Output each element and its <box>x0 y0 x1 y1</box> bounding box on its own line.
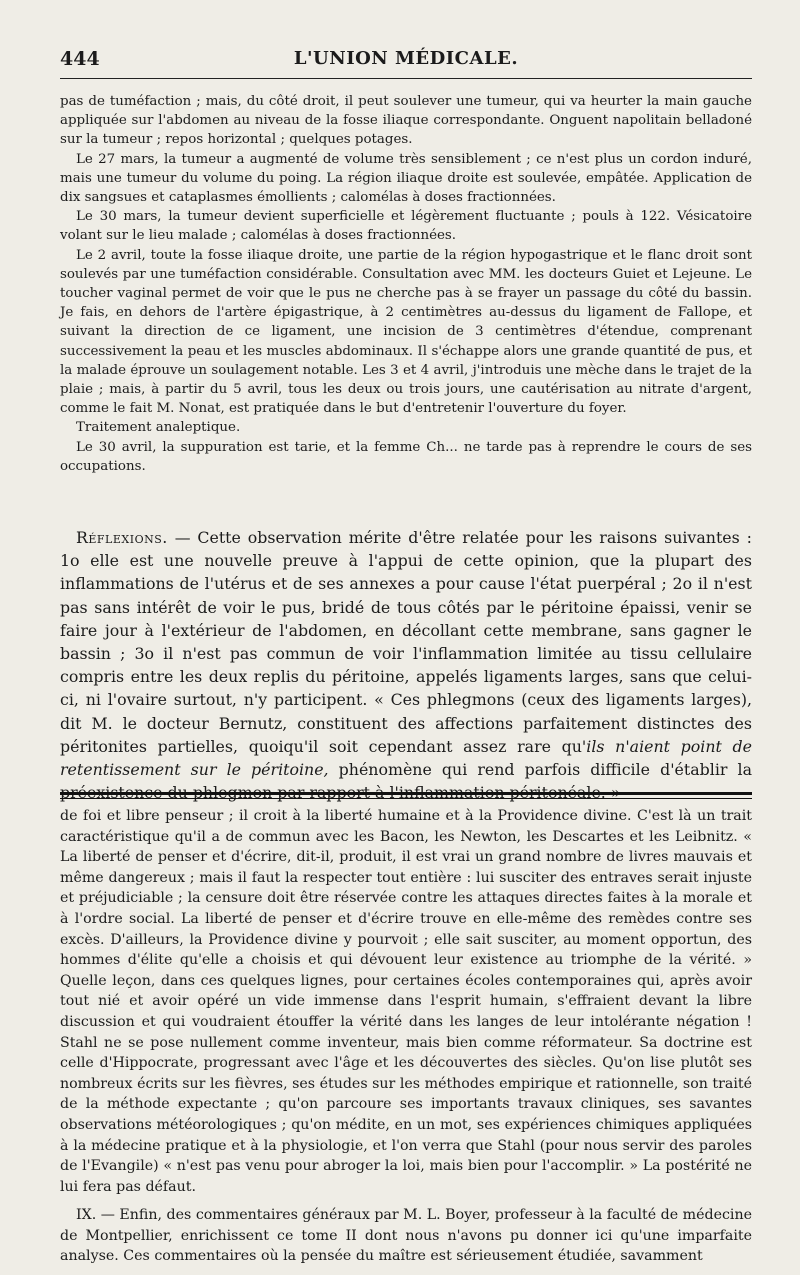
paragraph: Le 30 mars, la tumeur devient superficielle et légèrement fluctuante ; pouls à 122. Vésicatoire volant sur le lieu malade ; calomélas à doses fractionnées. <box>60 209 752 244</box>
italic-quote: ils n'aient point de retentissement sur le péritoine, <box>60 736 752 780</box>
paragraph: Le 30 avril, la suppuration est tarie, et la femme Ch... ne tarde pas à reprendre le cours de ses occupations. <box>60 439 752 474</box>
feuilleton-paragraph: de foi et libre penseur ; il croit à la liberté humaine et à la Providence divine. C'est là un trait caractéristique qu'il a de commun avec les Bacon, les Newton, les Descartes et les Leibnitz. « La liberté de penser et d'écrire, dit-il, produit, il est vrai un grand nombre de livres mauvais et même dangereux ; mais il faut la respecter tout entière : lui susciter des entraves serait injuste et préjudiciable ; la censure doit être réservée contre les attaques directes faites à la morale et à l'ordre social. La liberté de penser et d'écrire trouve en elle-même des remèdes contre ses excès. D'ailleurs, la Providence divine y pourvoit ; elle sait susciter, au moment opportun, des hommes d'élite qu'elle a choisis et qui dévouent leur existence au triomphe de la vérité. » Quelle leçon, dans ces quelques lignes, pour certaines écoles contemporaines qui, après avoir tout nié et avoir opéré un vide immense dans l'esprit humain, s'effraient devant la libre discussion et qui voudraient étouffer la vérité dans les langes de leur intolérante négation ! Stahl ne se pose nullement comme inventeur, mais bien comme réformateur. Sa doctrine est celle d'Hippocrate, progressant avec l'âge et les découvertes des siècles. Qu'on lise plutôt ses nombreux écrits sur les fièvres, ses études sur les méthodes empirique et rationnelle, son traité de la méthode expectante ; qu'on parcoure ses importants travaux cliniques, ses savantes observations météorologiques ; qu'on médite, en un mot, ses expériences chimiques appliquées à la médecine pratique et à la physiologie, et l'on verra que Stahl (pour nous servir des paroles de l'Evangile) « n'est pas venu pour abroger la loi, mais bien pour l'accomplir. » La postérité ne lui fera pas défaut. <box>60 808 752 1195</box>
paragraph: Traitement analeptique. <box>76 420 241 436</box>
reflexions-paragraph <box>60 526 752 804</box>
paragraph: pas de tuméfaction ; mais, du côté droit, il peut soulever une tumeur, qui va heurter la main gauche appliquée sur l'abdomen au niveau de la fosse iliaque correspondante. Onguent napolitain belladoné sur la tumeur ; repos horizontal ; quelques potages. <box>60 94 752 148</box>
page-header <box>60 48 752 76</box>
page-number: 444 <box>60 48 100 70</box>
running-head: L'UNION MÉDICALE. <box>293 48 519 69</box>
paragraph: Le 27 mars, la tumeur a augmenté de volume très sensiblement ; ce n'est plus un cordon induré, mais une tumeur du volume du poing. La région iliaque droite est soulevée, empâtée. Application de dix sangsues et cataplasmes émollients ; calomélas à doses fractionnées. <box>60 151 752 206</box>
section-divider-thin <box>60 798 752 799</box>
reflexions-text: — Cette observation mérite d'être relatée pour les raisons suivantes : 1o elle est une nouvelle preuve à l'appui de cette opinion, que la plupart des inflammations de l'utérus et de ses annexes a pour cause l'état puerpéral ; 2o il n'est pas sans intérêt de voir le pus, bridé de tous côtés par le péritoine épaissi, venir se faire jour à l'extérieur de l'abdomen, en décollant cette membrane, sans gagner le bassin ; 3o il n'est pas commun de voir l'inflammation limitée au tissu cellulaire compris entre les deux replis du péritoine, appelés ligaments larges, sans que celui-ci, ni l'ovaire surtout, n'y participent. « Ces phlegmons (ceux des ligaments larges), dit M. le docteur Bernutz, constituent des affections parfaitement distinctes des péritonites partielles, quoiqu'il soit cependant assez rare qu' <box>60 528 752 756</box>
case-observation-text <box>60 92 752 476</box>
header-rule <box>60 78 752 79</box>
reflexions-heading: Réflexions. <box>76 528 168 547</box>
reflexions-text-end: phénomène qui rend parfois difficile d'établir la préexistence du phlegmon par rapport à l'inflammation péritonéale. » <box>60 760 752 803</box>
paragraph: Le 2 avril, toute la fosse iliaque droite, une partie de la région hypogastrique et le flanc droit sont soulevés par une tuméfaction considérable. Consultation avec MM. les docteurs Guiet et Lejeune. Le toucher vaginal permet de voir que le pus ne cherche pas à se frayer un passage du côté du bassin. Je fais, en dehors de l'artère épigastrique, à 2 centimètres au-dessus du ligament de Fallope, et suivant la direction de ce ligament, une incision de 3 centimètres d'étendue, comprenant successivement la peau et les muscles abdominaux. Il s'échappe alors une grande quantité de pus, et la malade éprouve un soulagement notable. Les 3 et 4 avril, j'introduis une mèche dans le trajet de la plaie ; mais, à partir du 5 avril, tous les deux ou trois jours, une cautérisation au nitrate d'argent, comme le fait M. Nonat, est pratiquée dans le but d'entretenir l'ouverture du foyer. <box>60 247 752 417</box>
reflexions-section <box>60 526 752 804</box>
section-ix-paragraph: IX. — Enfin, des commentaires généraux par M. L. Boyer, professeur à la faculté de médecine de Montpellier, enrichissent ce tome II dont nous n'avons pu donner ici qu'une imparfaite analyse. Ces commentaires où la pensée du maître est sérieusement étudiée, savamment <box>60 1207 752 1265</box>
feuilleton-section <box>60 806 752 1267</box>
section-divider-thick <box>60 792 752 795</box>
